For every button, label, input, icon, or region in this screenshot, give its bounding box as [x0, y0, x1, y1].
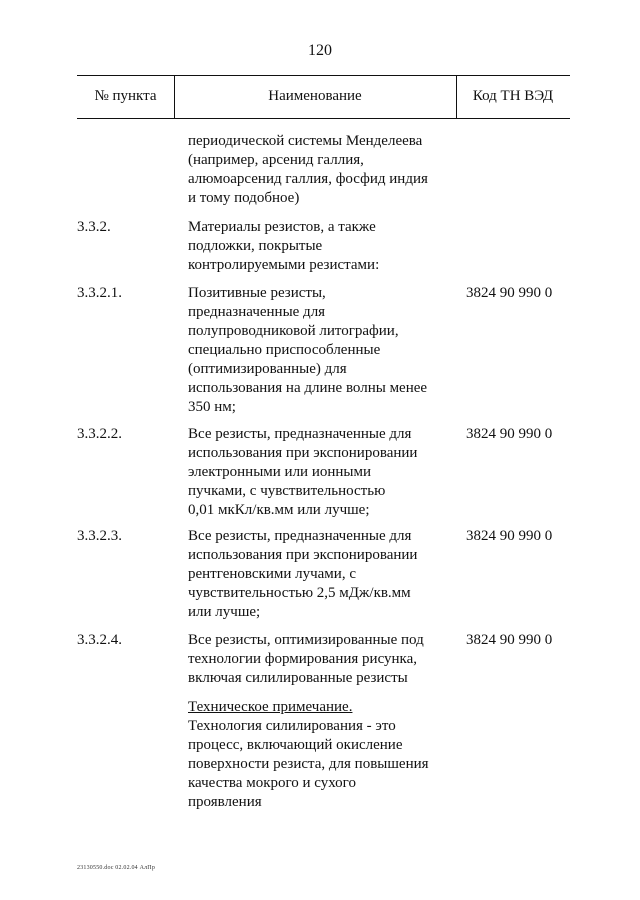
item-number: 3.3.2.3.: [77, 528, 122, 544]
item-name: [188, 631, 458, 688]
table-top-rule: [77, 75, 570, 76]
name-line: использования при экспонировании: [188, 445, 418, 461]
name-line: использования при экспонировании: [188, 547, 418, 563]
note-title: Техническое примечание.: [188, 699, 353, 715]
item-name: [188, 132, 458, 208]
name-line: предназначенные для: [188, 304, 326, 320]
name-line: (например, арсенид галлия,: [188, 152, 364, 168]
name-line: Все резисты, предназначенные для: [188, 426, 412, 442]
note-body: [188, 698, 458, 812]
name-line: 350 нм;: [188, 399, 236, 415]
name-line: включая силилированные резисты: [188, 670, 408, 686]
name-line: чувствительностью 2,5 мДж/кв.мм: [188, 585, 411, 601]
note-line: поверхности резиста, для повышения: [188, 756, 429, 772]
name-line: Материалы резистов, а также: [188, 219, 376, 235]
item-number: 3.3.2.1.: [77, 285, 122, 301]
name-line: использования на длине волны менее: [188, 380, 428, 396]
name-line: Позитивные резисты,: [188, 285, 326, 301]
name-line: Все резисты, предназначенные для: [188, 528, 412, 544]
name-line: алюмоарсенид галлия, фосфид индия: [188, 171, 428, 187]
name-line: (оптимизированные) для: [188, 361, 347, 377]
item-number: 3.3.2.: [77, 219, 111, 235]
note-line: процесс, включающий окисление: [188, 737, 403, 753]
note-line: Технология силилирования - это: [188, 718, 396, 734]
name-line: Все резисты, оптимизированные под: [188, 632, 424, 648]
name-line: контролируемыми резистами:: [188, 257, 380, 273]
table-header-bottom-rule: [77, 118, 570, 119]
item-name: [188, 218, 458, 275]
item-code: 3824 90 990 0: [466, 632, 553, 648]
item-name: [188, 527, 458, 622]
item-code: 3824 90 990 0: [466, 285, 553, 301]
name-line: или лучше;: [188, 604, 261, 620]
page-number: 120: [308, 42, 332, 59]
name-line: подложки, покрытые: [188, 238, 323, 254]
item-code: 3824 90 990 0: [466, 426, 553, 442]
name-line: технологии формирования рисунка,: [188, 651, 418, 667]
item-code: 3824 90 990 0: [466, 528, 553, 544]
name-line: электронными или ионными: [188, 464, 372, 480]
item-name: [188, 425, 458, 520]
item-number: 3.3.2.2.: [77, 426, 122, 442]
name-line: пучками, с чувствительностью: [188, 483, 386, 499]
name-line: полупроводниковой литографии,: [188, 323, 399, 339]
name-line: специально приспособленные: [188, 342, 381, 358]
note-line: качества мокрого и сухого: [188, 775, 356, 791]
item-number: 3.3.2.4.: [77, 632, 122, 648]
name-line: рентгеновскими лучами, с: [188, 566, 356, 582]
header-code: Код ТН ВЭД: [472, 88, 554, 104]
name-line: периодической системы Менделеева: [188, 133, 423, 149]
item-name: [188, 284, 458, 417]
note-line: проявления: [188, 794, 262, 810]
header-name: Наименование: [268, 88, 362, 104]
name-line: 0,01 мкКл/кв.мм или лучше;: [188, 502, 370, 518]
header-item-number: № пункта: [94, 88, 157, 104]
name-line: и тому подобное): [188, 190, 300, 206]
document-footer: 23130550.doc 02.02.04 АлПр: [77, 865, 156, 871]
